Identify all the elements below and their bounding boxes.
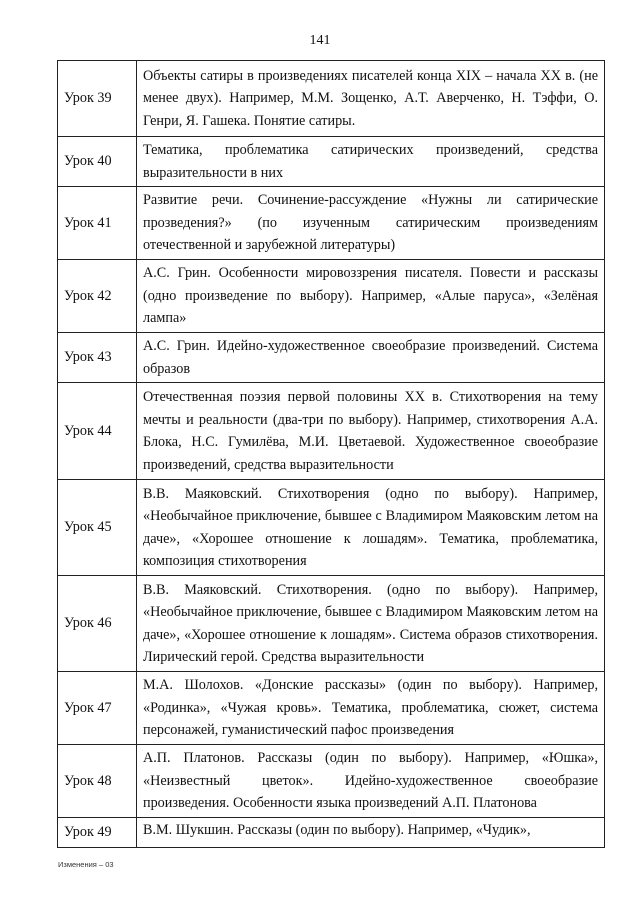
lesson-topic: А.С. Грин. Особенности мировоззрения писателя. Повести и рассказы (одно произведение по выбору). Например, «Алые паруса», «Зелёная лампа» [137, 260, 605, 333]
lesson-number: Урок 43 [58, 333, 137, 383]
lesson-number: Урок 45 [58, 480, 137, 576]
lesson-topic: А.П. Платонов. Рассказы (один по выбору). Например, «Юшка», «Неизвестный цветок». Идейно-художественное своеобразие произведения. Особенности языка произведений А.П. Платонова [137, 745, 605, 818]
table-row [58, 480, 605, 576]
page-number: 141 [309, 33, 331, 48]
table-row [58, 333, 605, 383]
lesson-topic: Объекты сатиры в произведениях писателей конца XIX – начала XX в. (не менее двух). Например, М.М. Зощенко, А.Т. Аверченко, Н. Тэффи, О. Генри, Я. Гашека. Понятие сатиры. [137, 61, 605, 137]
lesson-topic: В.М. Шукшин. Рассказы (один по выбору). Например, «Чудик», [137, 818, 605, 848]
lesson-number: Урок 47 [58, 672, 137, 745]
lesson-number: Урок 42 [58, 260, 137, 333]
table-row [58, 672, 605, 745]
footer-revision: Изменения – 03 [58, 860, 114, 869]
lesson-number: Урок 40 [58, 137, 137, 187]
lesson-topic: В.В. Маяковский. Стихотворения. (одно по выбору). Например, «Необычайное приключение, бывшее с Владимиром Маяковским летом на даче», «Хорошее отношение к лошадям». Система образов стихотворения. Лирический герой. Средства выразительности [137, 576, 605, 672]
table-row [58, 137, 605, 187]
table-row [58, 61, 605, 137]
lesson-topic: М.А. Шолохов. «Донские рассказы» (один по выбору). Например, «Родинка», «Чужая кровь». Тематика, проблематика, сюжет, система персонажей, гуманистический пафос произведения [137, 672, 605, 745]
lesson-number: Урок 48 [58, 745, 137, 818]
lesson-topic: В.В. Маяковский. Стихотворения (одно по выбору). Например, «Необычайное приключение, бывшее с Владимиром Маяковским летом на даче», «Хорошее отношение к лошадям». Тематика, проблематика, композиция стихотворения [137, 480, 605, 576]
lesson-number: Урок 41 [58, 187, 137, 260]
lesson-number: Урок 49 [58, 818, 137, 848]
table-row [58, 745, 605, 818]
lesson-topic: Развитие речи. Сочинение-рассуждение «Нужны ли сатирические прозведения?» (по изученным сатирическим произведениям отечественной и зарубежной литературы) [137, 187, 605, 260]
lesson-number: Урок 46 [58, 576, 137, 672]
lesson-table [57, 60, 605, 848]
lesson-number: Урок 44 [58, 383, 137, 480]
table-row [58, 260, 605, 333]
table-row [58, 187, 605, 260]
lesson-topic: Отечественная поэзия первой половины XX в. Стихотворения на тему мечты и реальности (два-три по выбору). Например, стихотворения А.А. Блока, Н.С. Гумилёва, М.И. Цветаевой. Художественное своеобразие произведений, средства выразительности [137, 383, 605, 480]
table-row [58, 576, 605, 672]
table-row [58, 383, 605, 480]
lesson-topic: А.С. Грин. Идейно-художественное своеобразие произведений. Система образов [137, 333, 605, 383]
lesson-number: Урок 39 [58, 61, 137, 137]
table-row [58, 818, 605, 848]
lesson-topic: Тематика, проблематика сатирических произведений, средства выразительности в них [137, 137, 605, 187]
